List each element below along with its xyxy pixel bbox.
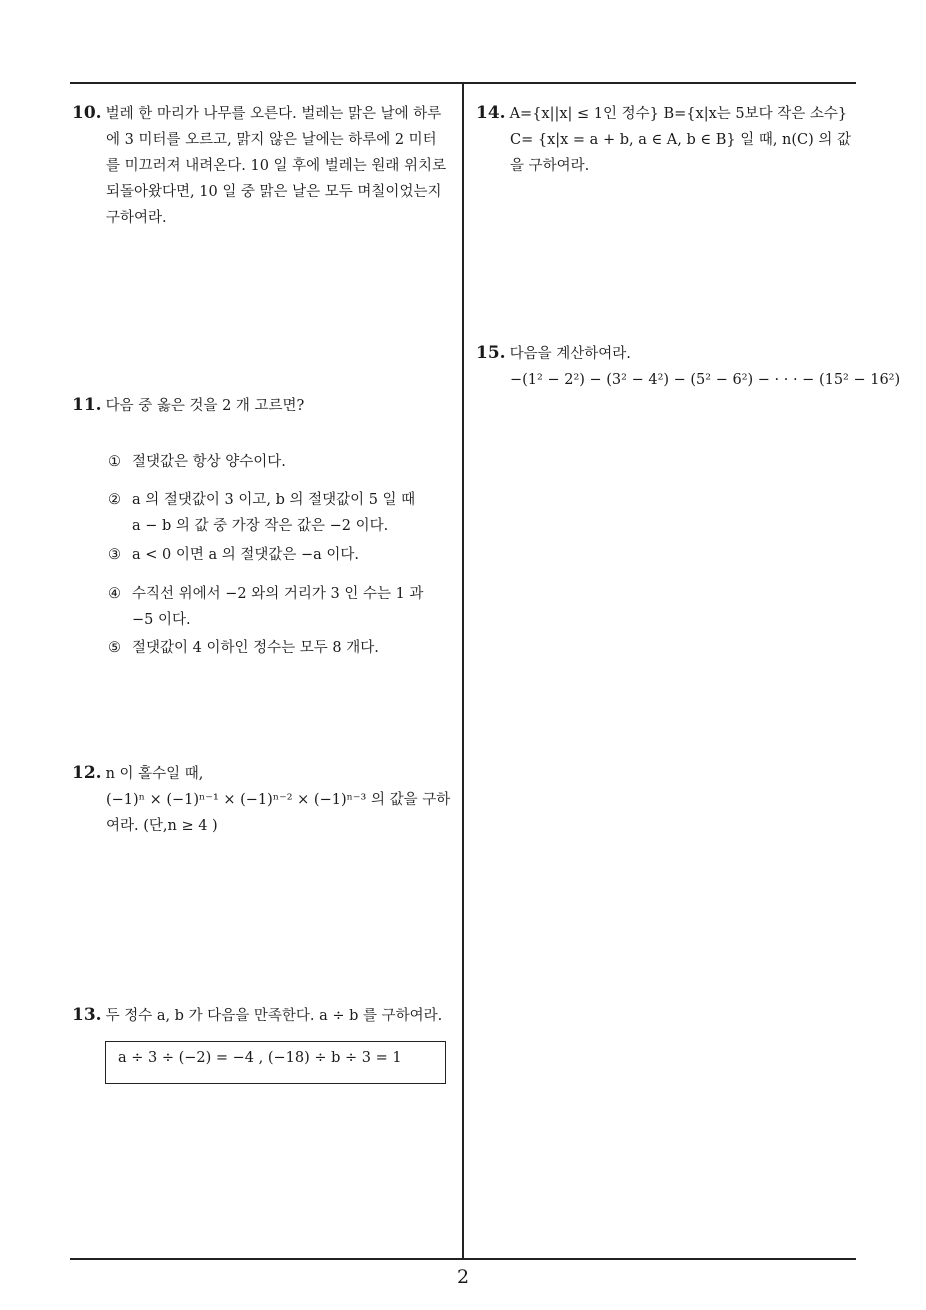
option-text: 수직선 위에서 −2 와의 거리가 3 인 수는 1 과 [132, 586, 424, 602]
question-number: 12. [72, 763, 102, 783]
option-text-cont: a − b 의 값 중 가장 작은 값은 −2 이다. [132, 518, 389, 534]
question-text-line: 를 미끄러져 내려온다. 10 일 후에 벌레는 원래 위치로 [106, 158, 447, 174]
question-text-line: n 이 홀수일 때, [105, 766, 204, 782]
bottom-rule [70, 1258, 856, 1260]
option-text-cont: −5 이다. [132, 612, 191, 628]
question-text-line: 에 3 미터를 오르고, 맑지 않은 날에는 하루에 2 미터 [106, 132, 437, 148]
question-text-line: 벌레 한 마리가 나무를 오른다. 벌레는 맑은 날에 하루 [105, 106, 442, 122]
question-text-line: 을 구하여라. [510, 158, 590, 174]
question-11 [72, 392, 458, 419]
option-mark: ① [108, 454, 121, 470]
question-number: 10. [72, 103, 102, 123]
question-prompt: 두 정수 a, b 가 다음을 만족한다. a ÷ b 를 구하여라. [105, 1008, 443, 1024]
option-text: a 의 절댓값이 3 이고, b 의 절댓값이 5 일 때 [132, 492, 416, 508]
question-expression: −(1² − 2²) − (3² − 4²) − (5² − 6²) − · · · − (15² − 16²) [510, 372, 901, 388]
question-text-line: 여라. (단,n ≥ 4 ) [106, 818, 218, 834]
page-number: 2 [456, 1266, 470, 1288]
question-number: 11. [72, 395, 102, 415]
option-mark: ⑤ [108, 640, 121, 656]
option-mark: ④ [108, 586, 121, 602]
option-4 [108, 581, 423, 633]
question-text-line: C= {x|x = a + b, a ∈ A, b ∈ B} 일 때, n(C) 의 값 [510, 132, 852, 148]
question-10 [72, 100, 458, 231]
option-3 [108, 542, 359, 568]
question-text-line: 되돌아왔다면, 10 일 중 맑은 날은 모두 며칠이었는지 [106, 184, 442, 200]
question-15 [476, 340, 901, 393]
question-text-line: (−1)ⁿ × (−1)ⁿ⁻¹ × (−1)ⁿ⁻² × (−1)ⁿ⁻³ 의 값을 구하 [106, 792, 451, 808]
question-prompt: 다음 중 옳은 것을 2 개 고르면? [105, 398, 305, 414]
condition-equation: a ÷ 3 ÷ (−2) = −4 , (−18) ÷ b ÷ 3 = 1 [118, 1050, 402, 1066]
question-14 [476, 100, 860, 179]
option-text: 절댓값은 항상 양수이다. [132, 454, 286, 470]
question-text-line: 다음을 계산하여라. [509, 346, 631, 362]
option-1 [108, 449, 286, 475]
question-number: 15. [476, 343, 506, 363]
column-divider [462, 82, 464, 1258]
question-13 [72, 1002, 458, 1029]
question-12 [72, 760, 458, 839]
question-text-line: 구하여라. [106, 210, 167, 226]
option-text: a < 0 이면 a 의 절댓값은 −a 이다. [132, 547, 360, 563]
option-text: 절댓값이 4 이하인 정수는 모두 8 개다. [132, 640, 379, 656]
question-text-line: A={x||x| ≤ 1인 정수} B={x|x는 5보다 작은 소수} [509, 106, 848, 122]
question-number: 13. [72, 1005, 102, 1025]
question-number: 14. [476, 103, 506, 123]
option-2 [108, 487, 415, 539]
option-mark: ② [108, 492, 121, 508]
option-5 [108, 635, 379, 661]
condition-box [105, 1041, 446, 1084]
option-mark: ③ [108, 547, 121, 563]
